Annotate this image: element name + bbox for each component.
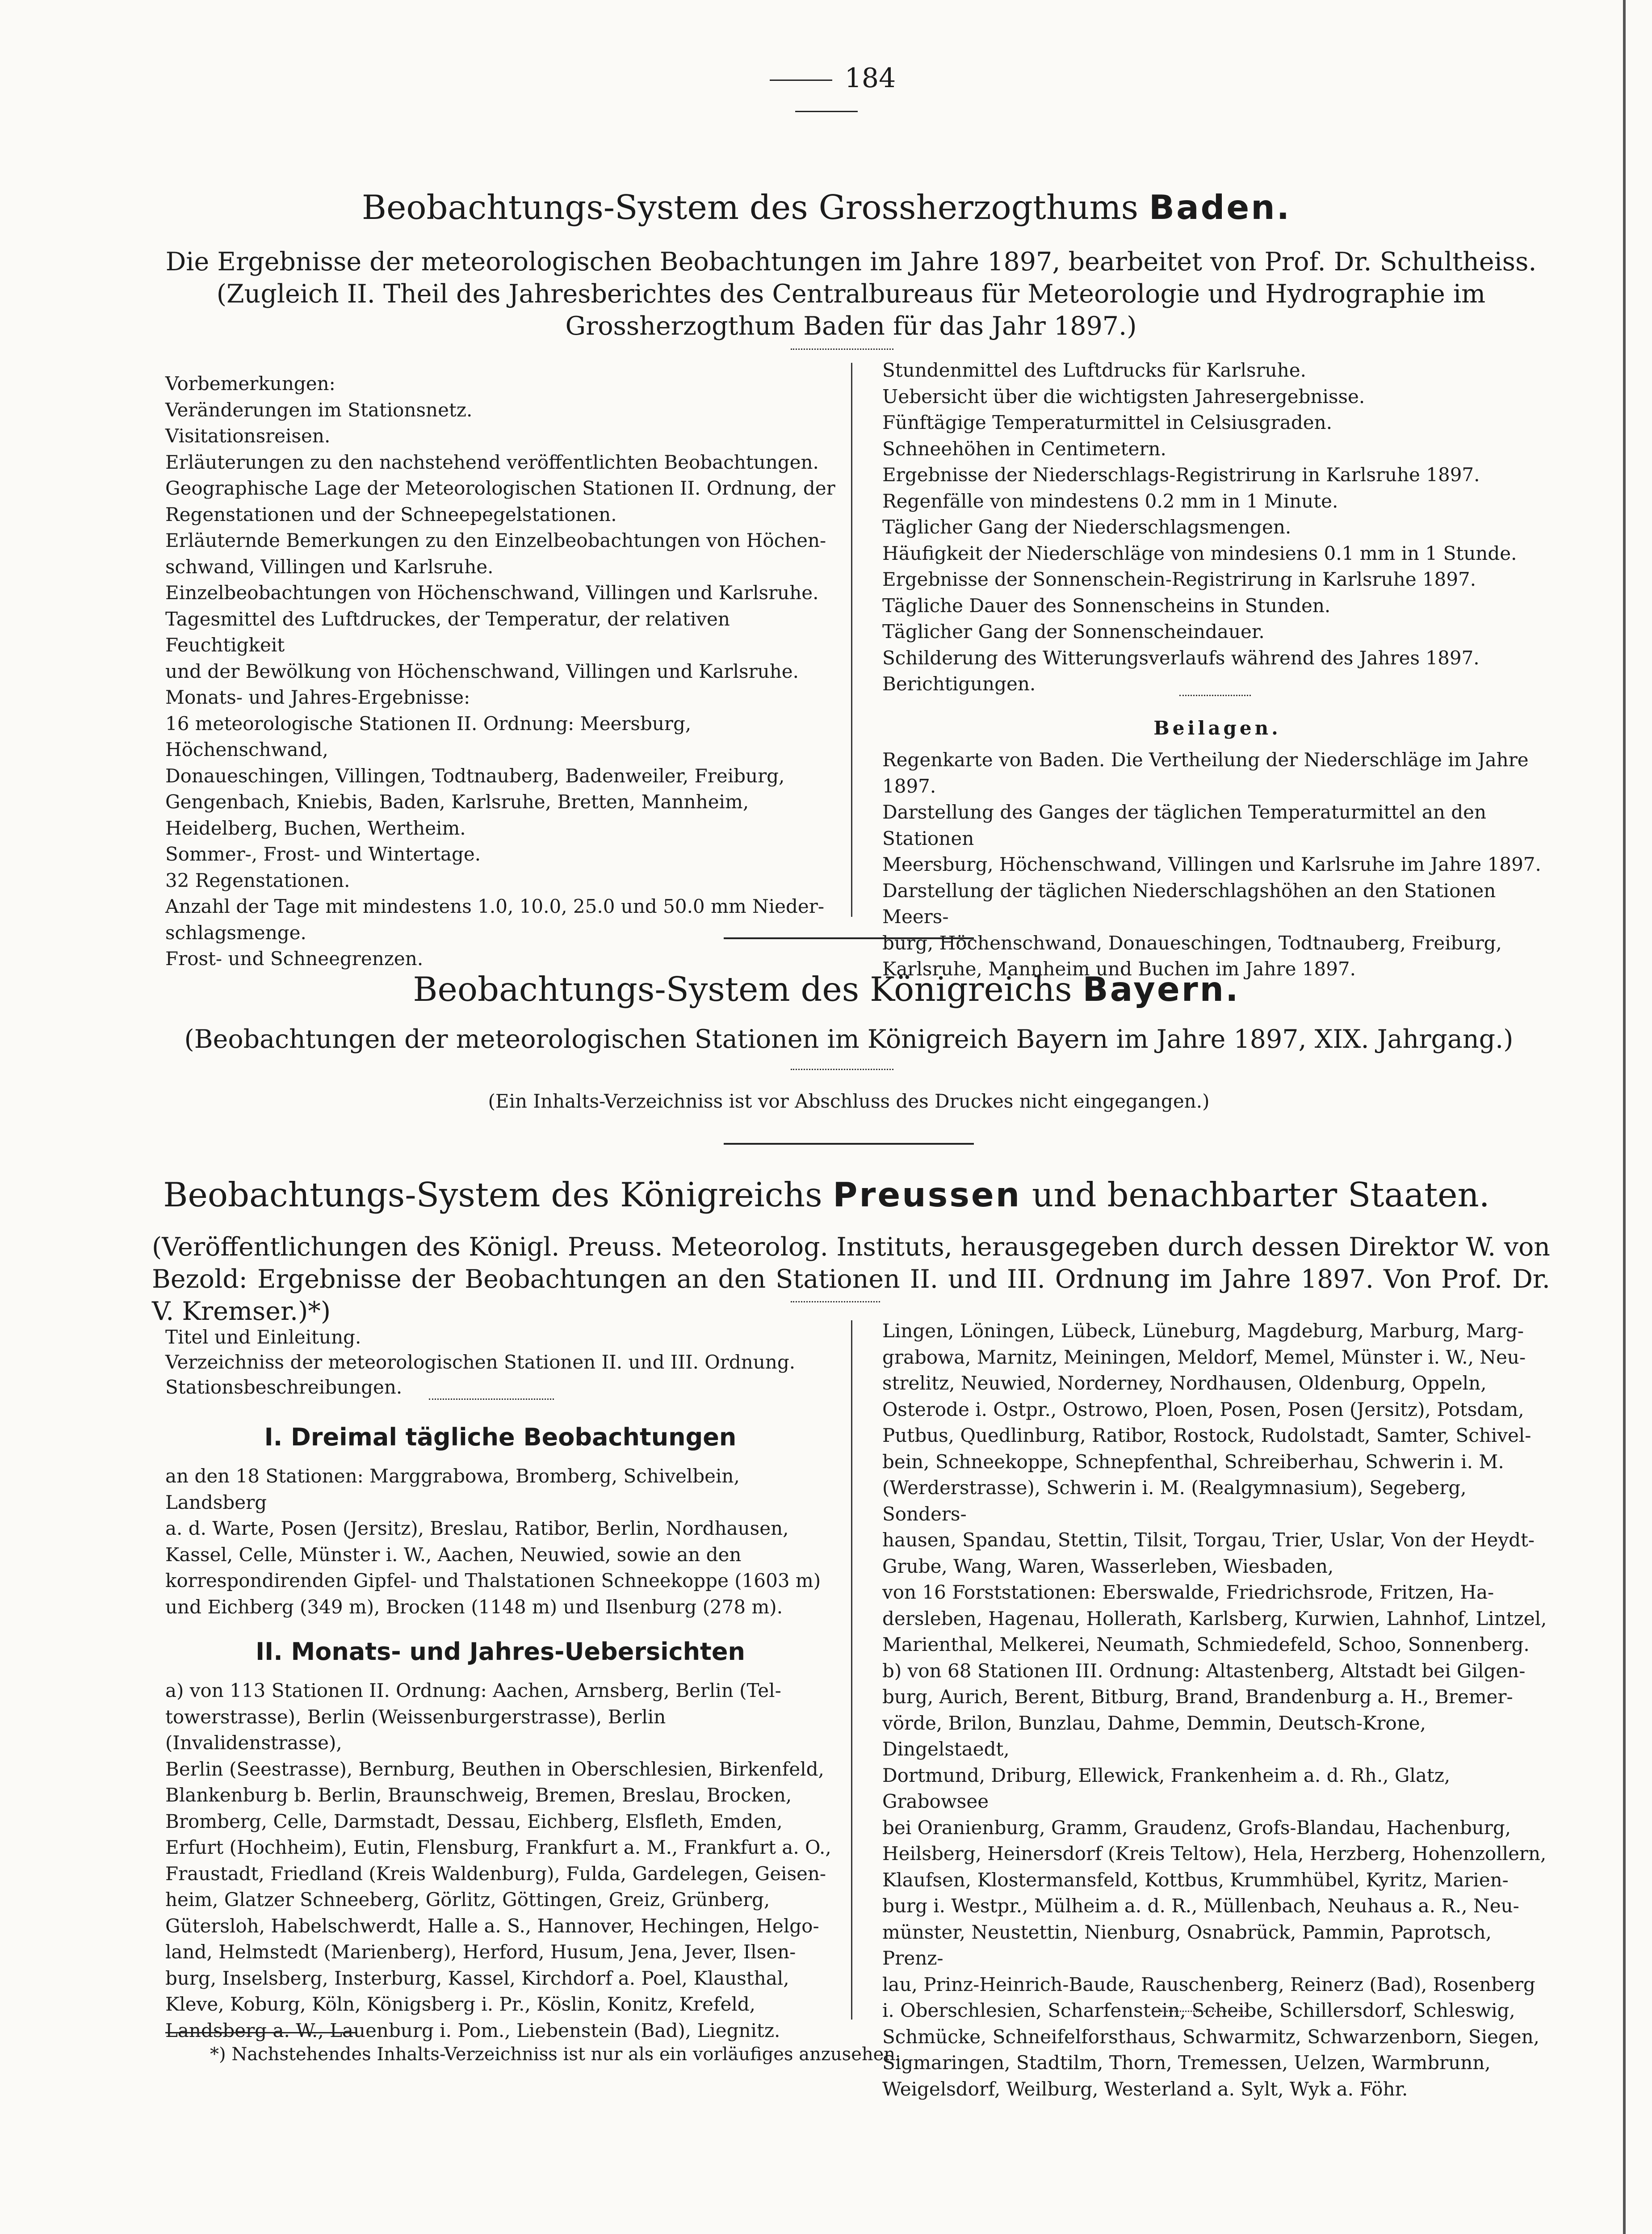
section-2-text: a) von 113 Stationen II. Ordnung: Aachen, Arnsberg, Berlin (Tel- towerstrasse), Berlin (Weissenburgerstrasse), Berlin (Invalidenstrasse), Berlin (Seestrasse), Bernburg, Beuthen in Oberschlesien, Birkenfeld, Blankenburg b. Berlin, Braunschweig, Bremen, Breslau, Brocken, Bromberg, Celle, Darmstadt, Dessau, Eichberg, Elsfleth, Emden, Erfurt (Hochheim), Eutin, Flensburg, Frankfurt a. M., Frankfurt a. O., Fraustadt, Friedland (Kreis Waldenburg), Fulda, Gardelegen, Geisen- heim, Glatzer Schneeberg, Görlitz, Göttingen, Greiz, Grünberg, Gütersloh, Habelschwerdt, Halle a. S., Hannover, Hechingen, Helgo- land, Helmstedt (Marienberg), Herford, Husum, Jena, Jever, Ilsen- burg, Inselsberg, Insterburg, Kassel, Kirchdorf a. Poel, Klausthal, Kleve, Koburg, Köln, Königsberg i. Pr., Köslin, Konitz, Krefeld, Landsberg a. W., Lauenburg i. Pom., Liebenstein (Bad), Liegnitz. <box>165 1680 831 2041</box>
preussen-intro: Titel und Einleitung. Verzeichniss der meteorologischen Stationen II. und III. Ordnung. Stationsbeschreibungen. <box>165 1326 796 1398</box>
baden-contents-right: Stundenmittel des Luftdrucks für Karlsruhe. Uebersicht über die wichtigsten Jahresergebnisse. Fünftägige Temperaturmittel in Celsiusgraden. Schneehöhen in Centimetern. Ergebnisse der Niederschlags-Registrirung in Karlsruhe 1897. Regenfälle von mindestens 0.2 mm in 1 Minute. Täglicher Gang der Niederschlagsmengen. Häufigkeit der Niederschläge von mindesiens 0.1 mm in 1 Stunde. Ergebnisse der Sonnenschein-Registrirung in Karlsruhe 1897. Tägliche Dauer des Sonnenscheins in Stunden. Täglicher Gang der Sonnenscheindauer. Schilderung des Witterungsverlaufs während des Jahres 1897. Berichtigungen. <box>882 359 1517 695</box>
preussen-subtitle: (Veröffentlichungen des Königl. Preuss. Meteorolog. Instituts, herausgegeben durch dessen Direktor W. von Bezold: Ergebnisse der Beobachtungen an den Stationen II. und III. Ordnung im Jahre 1897. Von Prof. Dr. V. Kremser.)*) <box>152 1232 1550 1326</box>
beilagen-heading: Beilagen. <box>1153 717 1281 739</box>
footnote-rule <box>165 2032 357 2033</box>
bayern-title: Beobachtungs-System des Königreichs Bayern. <box>413 970 1240 1009</box>
ornament-divider <box>791 1301 880 1306</box>
footnote: *) Nachstehendes Inhalts-Verzeichniss ist nur als ein vorläufiges anzusehen. <box>210 2044 901 2065</box>
ornament-divider <box>791 1069 893 1074</box>
beilagen-list: Regenkarte von Baden. Die Vertheilung der Niederschläge im Jahre 1897. Darstellung des Ganges der täglichen Temperaturmittel an den Stationen Meersburg, Höchenschwand, Villingen und Karlsruhe im Jahre 1897. Darstellung der täglichen Niederschlagshöhen an den Stationen Meers- burg, Höchenschwand, Donaueschingen, Todtnauberg, Freiburg, Karlsruhe, Mannheim und Buchen im Jahre 1897. <box>882 749 1541 980</box>
bayern-subtitle: (Beobachtungen der meteorologischen Stationen im Königreich Bayern im Jahre 1897, XIX. Jahrgang.) <box>184 1025 1514 1054</box>
section-heading-1: I. Dreimal tägliche Beobachtungen <box>264 1423 737 1451</box>
column-divider <box>851 363 852 917</box>
baden-subtitle: Die Ergebnisse der meteorologischen Beobachtungen im Jahre 1897, bearbeitet von Prof. Dr. Schultheiss. (Zugleich II. Theil des Jahresberichtes des Centralbureaus für Meteorologie und Hydrographie im Grossherzogthum Baden für das Jahr 1897.) <box>165 247 1537 341</box>
ornament-divider <box>1179 695 1251 700</box>
bayern-note: (Ein Inhalts-Verzeichniss ist vor Abschluss des Druckes nicht eingegangen.) <box>488 1090 1210 1112</box>
section-rule <box>724 937 974 939</box>
page-edge <box>1623 0 1626 2234</box>
section-heading-2: II. Monats- und Jahres-Uebersichten <box>256 1638 745 1666</box>
baden-contents-left: Vorbemerkungen: Veränderungen im Stationsnetz. Visitationsreisen. Erläuterungen zu den nachstehend veröffentlichten Beobachtungen. Geographische Lage der Meteorologischen Stationen II. Ordnung, der Regenstationen und der Schneepegelstationen. Erläuternde Bemerkungen zu den Einzelbeobachtungen von Höchen- schwand, Villingen und Karlsruhe. Einzelbeobachtungen von Höchenschwand, Villingen und Karlsruhe. Tagesmittel des Luftdruckes, der Temperatur, der relativen Feuchtigkeit und der Bewölkung von Höchenschwand, Villingen und Karlsruhe. Monats- und Jahres-Ergebnisse: 16 meteorologische Stationen II. Ordnung: Meersburg, Höchenschwand, Donaueschingen, Villingen, Todtnauberg, Badenweiler, Freiburg, Gengenbach, Kniebis, Baden, Karlsruhe, Bretten, Mannheim, Heidelberg, Buchen, Wertheim. Sommer-, Frost- und Wintertage. 32 Regenstationen. Anzahl der Tage mit mindestens 1.0, 10.0, 25.0 und 50.0 mm Nieder- schlagsmenge. Frost- und Schneegrenzen. <box>165 373 835 970</box>
ornament-divider <box>791 349 893 353</box>
ornament-divider <box>429 1398 554 1403</box>
ornament-divider <box>1153 2011 1246 2016</box>
column-divider <box>851 1320 852 2020</box>
preussen-title: Beobachtungs-System des Königreichs Preussen und benachbarter Staaten. <box>163 1175 1490 1214</box>
section-rule <box>724 1143 974 1145</box>
preussen-station-list: Lingen, Löningen, Lübeck, Lüneburg, Magdeburg, Marburg, Marg- grabowa, Marnitz, Meiningen, Meldorf, Memel, Münster i. W., Neu- strelitz, Neuwied, Norderney, Nordhausen, Oldenburg, Oppeln, Osterode i. Ostpr., Ostrowo, Ploen, Posen, Posen (Jersitz), Potsdam, Putbus, Quedlinburg, Ratibor, Rostock, Rudolstadt, Samter, Schivel- bein, Schneekoppe, Schnepfenthal, Schreiberhau, Schwerin i. M. (Werderstrasse), Schwerin i. M. (Realgymnasium), Segeberg, Sonders- hausen, Spandau, Stettin, Tilsit, Torgau, Trier, Uslar, Von der Heydt- Grube, Wang, Waren, Wasserleben, Wiesbaden, von 16 Forststationen: Eberswalde, Friedrichsrode, Fritzen, Ha- dersleben, Hagenau, Hollerath, Karlsberg, Kurwien, Lahnhof, Lintzel, Marienthal, Melkerei, Neumath, Schmiedefeld, Schoo, Sonnenberg. b) von 68 Stationen III. Ordnung: Altastenberg, Altstadt bei Gilgen- burg, Aurich, Berent, Bitburg, Brand, Brandenburg a. H., Bremer- vörde, Brilon, Bunzlau, Dahme, Demmin, Deutsch-Krone, Dingelstaedt, Dortmund, Driburg, Ellewick, Frankenheim a. d. Rh., Glatz, Grabowsee bei Oranienburg, Gramm, Graudenz, Grofs-Blandau, Hachenburg, Heilsberg, Heinersdorf (Kreis Teltow), Hela, Herzberg, Hohenzollern, Klaufsen, Klostermansfeld, Kottbus, Krummhübel, Kyritz, Marien- burg i. Westpr., Mülheim a. d. R., Müllenbach, Neuhaus a. R., Neu- münster, Neustettin, Nienburg, Osnabrück, Pammin, Paprotsch, Prenz- lau, Prinz-Heinrich-Baude, Rauschenberg, Reinerz (Bad), Rosenberg i. Oberschlesien, Scharfenstein, Scheibe, Schillersdorf, Schleswig, Schmücke, Schneifelforsthaus, Schwarmitz, Schwarzenborn, Siegen, Sigmaringen, Stadtilm, Thorn, Tremessen, Uelzen, Warmbrunn, Weigelsdorf, Weilburg, Westerland a. Sylt, Wyk a. Föhr. <box>882 1320 1547 2100</box>
section-1-text: an den 18 Stationen: Marggrabowa, Bromberg, Schivelbein, Landsberg a. d. Warte, Posen (Jersitz), Breslau, Ratibor, Berlin, Nordhausen, Kassel, Celle, Münster i. W., Aachen, Neuwied, sowie an den korrespondirenden Gipfel- und Thalstationen Schneekoppe (1603 m) und Eichberg (349 m), Brocken (1148 m) und Ilsenburg (278 m). <box>165 1465 821 1618</box>
page-number: 184 <box>715 63 938 125</box>
baden-title: Beobachtungs-System des Grossherzogthums Baden. <box>361 188 1291 227</box>
